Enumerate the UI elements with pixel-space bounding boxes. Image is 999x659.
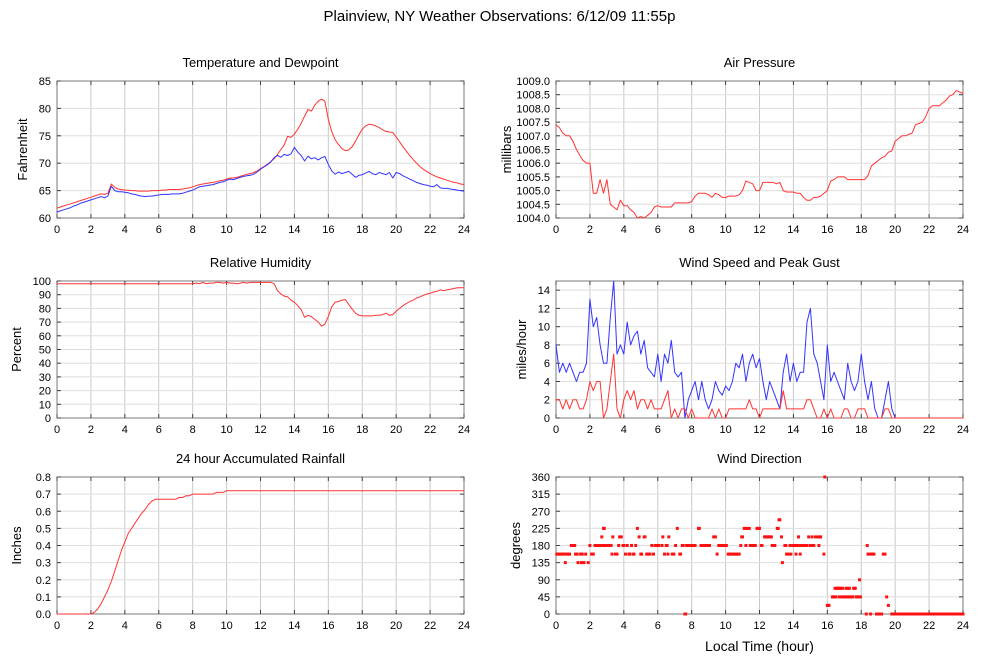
wind-direction-point: [633, 553, 636, 556]
wind-direction-point: [698, 527, 701, 530]
x-tick-label: 2: [586, 424, 593, 436]
x-tick-label: 18: [356, 424, 369, 436]
x-tick-label: 0: [53, 620, 61, 632]
y-tick-label: 315: [531, 489, 550, 502]
y-tick-label: 8: [543, 339, 550, 352]
x-tick-label: 4: [620, 424, 627, 436]
chart-accumulated-rainfall: [0, 445, 500, 659]
x-tick-label: 18: [356, 224, 369, 236]
y-tick-label: 70: [38, 158, 51, 171]
chart-title: Air Pressure: [723, 55, 796, 70]
x-tick-label: 12: [254, 424, 267, 436]
x-tick-label: 2: [586, 620, 593, 632]
x-tick-label: 2: [87, 224, 94, 236]
x-tick-label: 6: [654, 224, 661, 236]
y-tick-label: 270: [531, 506, 550, 519]
x-tick-label: 12: [753, 224, 766, 236]
wind-direction-point: [600, 535, 603, 538]
x-tick-label: 14: [288, 620, 301, 632]
wind-direction-point: [652, 553, 655, 556]
x-tick-label: 20: [390, 224, 403, 236]
wind-direction-point: [666, 544, 669, 547]
wind-direction-point: [962, 613, 965, 616]
chart-title: Relative Humidity: [209, 255, 312, 270]
y-tick-label: 10: [38, 399, 51, 412]
wind-direction-point: [859, 595, 862, 598]
wind-direction-point: [714, 535, 717, 538]
wind-direction-point: [663, 553, 666, 556]
x-tick-label: 20: [889, 424, 902, 436]
x-tick-label: 6: [155, 620, 162, 632]
x-tick-label: 24: [457, 424, 471, 436]
x-tick-label: 22: [922, 224, 936, 236]
x-tick-label: 18: [855, 224, 868, 236]
y-tick-label: 60: [38, 213, 51, 225]
x-tick-label: 4: [121, 224, 128, 236]
y-tick-label: 1006.0: [516, 158, 550, 171]
wind-direction-point: [583, 561, 586, 564]
wind-direction-point: [744, 544, 747, 547]
y-axis-label: Inches: [9, 526, 24, 565]
wind-direction-point: [620, 535, 623, 538]
y-tick-label: 1006.5: [516, 144, 550, 157]
wind-direction-point: [858, 578, 861, 581]
x-tick-label: 2: [87, 620, 94, 632]
x-tick-label: 16: [821, 620, 834, 632]
y-tick-label: 0.8: [35, 472, 51, 484]
x-tick-label: 12: [254, 620, 267, 632]
chart-svg-accumulated-rainfall: [0, 445, 500, 659]
wind-direction-point: [848, 587, 851, 590]
wind-direction-point: [865, 613, 868, 616]
chart-title: 24 hour Accumulated Rainfall: [175, 451, 346, 466]
wind-direction-point: [880, 613, 883, 616]
y-tick-label: 1007.5: [516, 117, 550, 130]
y-tick-label: 85: [38, 76, 51, 88]
wind-direction-point: [869, 613, 872, 616]
wind-direction-point: [603, 527, 606, 530]
wind-direction-point: [636, 527, 639, 530]
chart-svg-air-pressure: [499, 45, 999, 245]
wind-direction-point: [795, 544, 798, 547]
x-tick-label: 14: [288, 224, 301, 236]
wind-direction-point: [840, 595, 843, 598]
x-tick-label: 22: [423, 424, 437, 436]
wind-direction-point: [684, 613, 687, 616]
wind-direction-point: [694, 544, 697, 547]
chart-title: Wind Direction: [717, 451, 802, 466]
wind-direction-point: [885, 595, 888, 598]
wind-direction-point: [811, 535, 814, 538]
wind-direction-point: [580, 561, 583, 564]
wind-direction-point: [616, 553, 619, 556]
x-tick-label: 16: [322, 620, 335, 632]
x-tick-label: 12: [254, 224, 267, 236]
chart-relative-humidity: [0, 248, 500, 445]
wind-direction-point: [789, 553, 792, 556]
wind-direction-point: [640, 553, 643, 556]
x-tick-label: 8: [688, 424, 695, 436]
wind-direction-point: [819, 535, 822, 538]
wind-direction-point: [644, 535, 647, 538]
wind-direction-point: [661, 535, 664, 538]
wind-direction-point: [682, 544, 685, 547]
wind-direction-point: [806, 544, 809, 547]
y-tick-label: 360: [531, 472, 550, 484]
y-tick-label: 4: [543, 376, 550, 389]
y-axis-label: Fahrenheit: [15, 118, 30, 181]
x-tick-label: 6: [654, 424, 661, 436]
x-tick-label: 8: [688, 224, 695, 236]
wind-direction-point: [674, 544, 677, 547]
wind-direction-point: [738, 553, 741, 556]
wind-direction-point: [666, 553, 669, 556]
x-tick-label: 6: [155, 224, 162, 236]
wind-direction-point: [588, 544, 591, 547]
x-tick-label: 20: [390, 620, 403, 632]
y-tick-label: 80: [38, 303, 51, 316]
x-tick-label: 20: [889, 620, 902, 632]
x-tick-label: 10: [719, 424, 732, 436]
wind-direction-point: [725, 544, 728, 547]
y-tick-label: 1004.0: [516, 213, 550, 225]
y-axis-label: Percent: [9, 327, 24, 372]
wind-direction-point: [817, 544, 820, 547]
wind-direction-point: [624, 553, 627, 556]
wind-direction-point: [610, 544, 613, 547]
chart-title: Temperature and Dewpoint: [182, 55, 339, 70]
y-tick-label: 0.4: [35, 540, 51, 553]
y-tick-label: 70: [38, 317, 51, 330]
y-tick-label: 90: [537, 574, 550, 587]
y-tick-label: 135: [531, 557, 550, 570]
y-tick-label: 0: [543, 413, 550, 425]
wind-direction-point: [771, 544, 774, 547]
x-tick-label: 0: [552, 424, 560, 436]
wind-direction-point: [708, 544, 711, 547]
x-tick-label: 10: [220, 620, 233, 632]
y-tick-label: 1005.5: [516, 171, 550, 184]
x-tick-label: 16: [821, 424, 834, 436]
y-tick-label: 40: [38, 358, 51, 371]
wind-direction-point: [622, 544, 625, 547]
wind-direction-point: [841, 587, 844, 590]
wind-direction-point: [780, 535, 783, 538]
wind-direction-point: [739, 544, 742, 547]
x-tick-label: 16: [821, 224, 834, 236]
x-tick-label: 10: [220, 224, 233, 236]
wind-direction-point: [834, 595, 837, 598]
wind-direction-point: [758, 527, 761, 530]
wind-direction-point: [672, 553, 675, 556]
wind-direction-point: [778, 518, 781, 521]
x-tick-label: 24: [956, 620, 970, 632]
x-tick-label: 24: [457, 620, 471, 632]
wind-direction-point: [564, 561, 567, 564]
chart-wind-speed-gust: [499, 248, 999, 445]
wind-direction-point: [676, 527, 679, 530]
y-tick-label: 180: [531, 540, 550, 553]
wind-direction-point: [592, 553, 595, 556]
wind-direction-point: [601, 544, 604, 547]
wind-direction-point: [812, 544, 815, 547]
y-tick-label: 20: [38, 385, 51, 398]
wind-direction-point: [584, 553, 587, 556]
x-tick-label: 18: [855, 620, 868, 632]
x-tick-label: 24: [457, 224, 471, 236]
y-tick-label: 225: [531, 523, 550, 536]
wind-direction-point: [661, 544, 664, 547]
wind-direction-point: [828, 604, 831, 607]
wind-direction-point: [866, 544, 869, 547]
x-tick-label: 12: [753, 424, 766, 436]
y-tick-label: 80: [38, 103, 51, 116]
y-tick-label: 60: [38, 330, 51, 343]
y-tick-label: 0.5: [35, 523, 51, 536]
x-tick-label: 2: [87, 424, 94, 436]
y-tick-label: 45: [537, 591, 550, 604]
wind-direction-point: [630, 544, 633, 547]
chart-air-pressure: [499, 45, 999, 245]
y-axis-label: millibars: [499, 125, 514, 174]
x-tick-label: 18: [356, 620, 369, 632]
wind-direction-point: [611, 535, 614, 538]
x-tick-label: 22: [423, 224, 437, 236]
y-tick-label: 0: [44, 413, 51, 425]
wind-direction-point: [617, 544, 620, 547]
x-tick-label: 10: [220, 424, 233, 436]
y-tick-label: 14: [537, 285, 550, 298]
wind-direction-point: [822, 553, 825, 556]
x-tick-label: 4: [121, 424, 128, 436]
x-tick-label: 8: [189, 620, 196, 632]
x-tick-label: 24: [956, 224, 970, 236]
x-tick-label: 16: [322, 224, 335, 236]
x-tick-label: 10: [719, 224, 732, 236]
y-tick-label: 1005.0: [516, 185, 550, 198]
x-tick-label: 10: [719, 620, 732, 632]
x-tick-label: 8: [189, 424, 196, 436]
y-tick-label: 1009.0: [516, 76, 550, 88]
wind-direction-point: [657, 544, 660, 547]
wind-direction-point: [754, 544, 757, 547]
wind-direction-point: [773, 544, 776, 547]
wind-direction-point: [716, 553, 719, 556]
x-tick-label: 8: [688, 620, 695, 632]
wind-direction-point: [884, 553, 887, 556]
y-tick-label: 65: [38, 185, 51, 198]
y-tick-label: 10: [537, 321, 550, 334]
wind-direction-point: [577, 561, 580, 564]
x-tick-label: 0: [552, 620, 560, 632]
y-tick-label: 30: [38, 371, 51, 384]
y-tick-label: 0.3: [35, 557, 51, 570]
y-tick-label: 2: [543, 394, 550, 407]
wind-direction-point: [649, 553, 652, 556]
y-tick-label: 0.1: [35, 591, 51, 604]
x-tick-label: 20: [390, 424, 403, 436]
wind-direction-point: [770, 535, 773, 538]
wind-direction-point: [573, 544, 576, 547]
x-tick-label: 6: [654, 620, 661, 632]
wind-direction-point: [638, 535, 641, 538]
wind-direction-point: [789, 544, 792, 547]
y-tick-label: 0.6: [35, 506, 51, 519]
wind-direction-point: [761, 544, 764, 547]
x-tick-label: 20: [889, 224, 902, 236]
wind-direction-point: [628, 553, 631, 556]
x-tick-label: 16: [322, 424, 335, 436]
wind-direction-point: [795, 553, 798, 556]
page-title: Plainview, NY Weather Observations: 6/12/09 11:55p: [323, 8, 676, 25]
wind-direction-point: [887, 604, 890, 607]
y-tick-label: 0.7: [35, 489, 51, 502]
wind-direction-point: [748, 527, 751, 530]
x-tick-label: 24: [956, 424, 970, 436]
x-tick-label: 4: [620, 224, 627, 236]
wind-direction-point: [741, 535, 744, 538]
x-tick-label: 8: [189, 224, 196, 236]
chart-temperature-dewpoint: [0, 45, 500, 245]
wind-direction-point: [810, 544, 813, 547]
x-tick-label: 6: [155, 424, 162, 436]
chart-svg-wind-direction: [499, 445, 999, 659]
y-tick-label: 1007.0: [516, 130, 550, 143]
wind-direction-point: [568, 553, 571, 556]
x-tick-label: 22: [423, 620, 437, 632]
x-tick-label: 4: [620, 620, 627, 632]
y-tick-label: 12: [537, 303, 550, 316]
x-tick-label: 18: [855, 424, 868, 436]
y-tick-label: 75: [38, 130, 51, 143]
x-tick-label: 22: [922, 620, 936, 632]
x-tick-label: 0: [53, 224, 61, 236]
chart-svg-temperature-dewpoint: [0, 45, 500, 245]
y-axis-label: degrees: [508, 522, 523, 569]
x-axis-label: Local Time (hour): [705, 638, 814, 654]
wind-direction-point: [851, 595, 854, 598]
x-tick-label: 14: [787, 620, 800, 632]
y-tick-label: 1008.5: [516, 89, 550, 102]
wind-direction-point: [823, 476, 826, 479]
wind-direction-point: [587, 561, 590, 564]
wind-direction-point: [777, 527, 780, 530]
wind-direction-point: [679, 553, 682, 556]
x-tick-label: 22: [922, 424, 936, 436]
y-tick-label: 50: [38, 344, 51, 357]
y-tick-label: 0: [543, 609, 550, 621]
wind-direction-point: [576, 553, 579, 556]
y-tick-label: 0.2: [35, 574, 51, 587]
x-tick-label: 12: [753, 620, 766, 632]
chart-svg-wind-speed-gust: [499, 248, 999, 445]
wind-direction-point: [873, 553, 876, 556]
wind-direction-point: [650, 544, 653, 547]
wind-direction-point: [581, 553, 584, 556]
wind-direction-point: [781, 561, 784, 564]
y-tick-label: 90: [38, 289, 51, 302]
chart-svg-relative-humidity: [0, 248, 500, 445]
chart-title: Wind Speed and Peak Gust: [679, 255, 840, 270]
wind-direction-point: [784, 544, 787, 547]
wind-direction-point: [854, 587, 857, 590]
x-tick-label: 0: [552, 224, 560, 236]
x-tick-label: 14: [787, 224, 800, 236]
y-tick-label: 1008.0: [516, 103, 550, 116]
x-tick-label: 14: [288, 424, 301, 436]
wind-direction-point: [807, 535, 810, 538]
x-tick-label: 4: [121, 620, 128, 632]
y-tick-label: 0.0: [35, 609, 51, 621]
y-axis-label: miles/hour: [514, 319, 529, 380]
y-tick-label: 100: [32, 276, 51, 288]
wind-direction-point: [626, 544, 629, 547]
wind-direction-point: [667, 535, 670, 538]
y-tick-label: 6: [543, 358, 550, 371]
x-tick-label: 14: [787, 424, 800, 436]
wind-direction-point: [797, 535, 800, 538]
wind-direction-point: [787, 553, 790, 556]
wind-direction-point: [799, 553, 802, 556]
wind-direction-point: [634, 544, 637, 547]
x-tick-label: 0: [53, 424, 61, 436]
x-tick-label: 2: [586, 224, 593, 236]
y-tick-label: 1004.5: [516, 199, 550, 212]
wind-direction-point: [611, 553, 614, 556]
chart-wind-direction: [499, 445, 999, 659]
